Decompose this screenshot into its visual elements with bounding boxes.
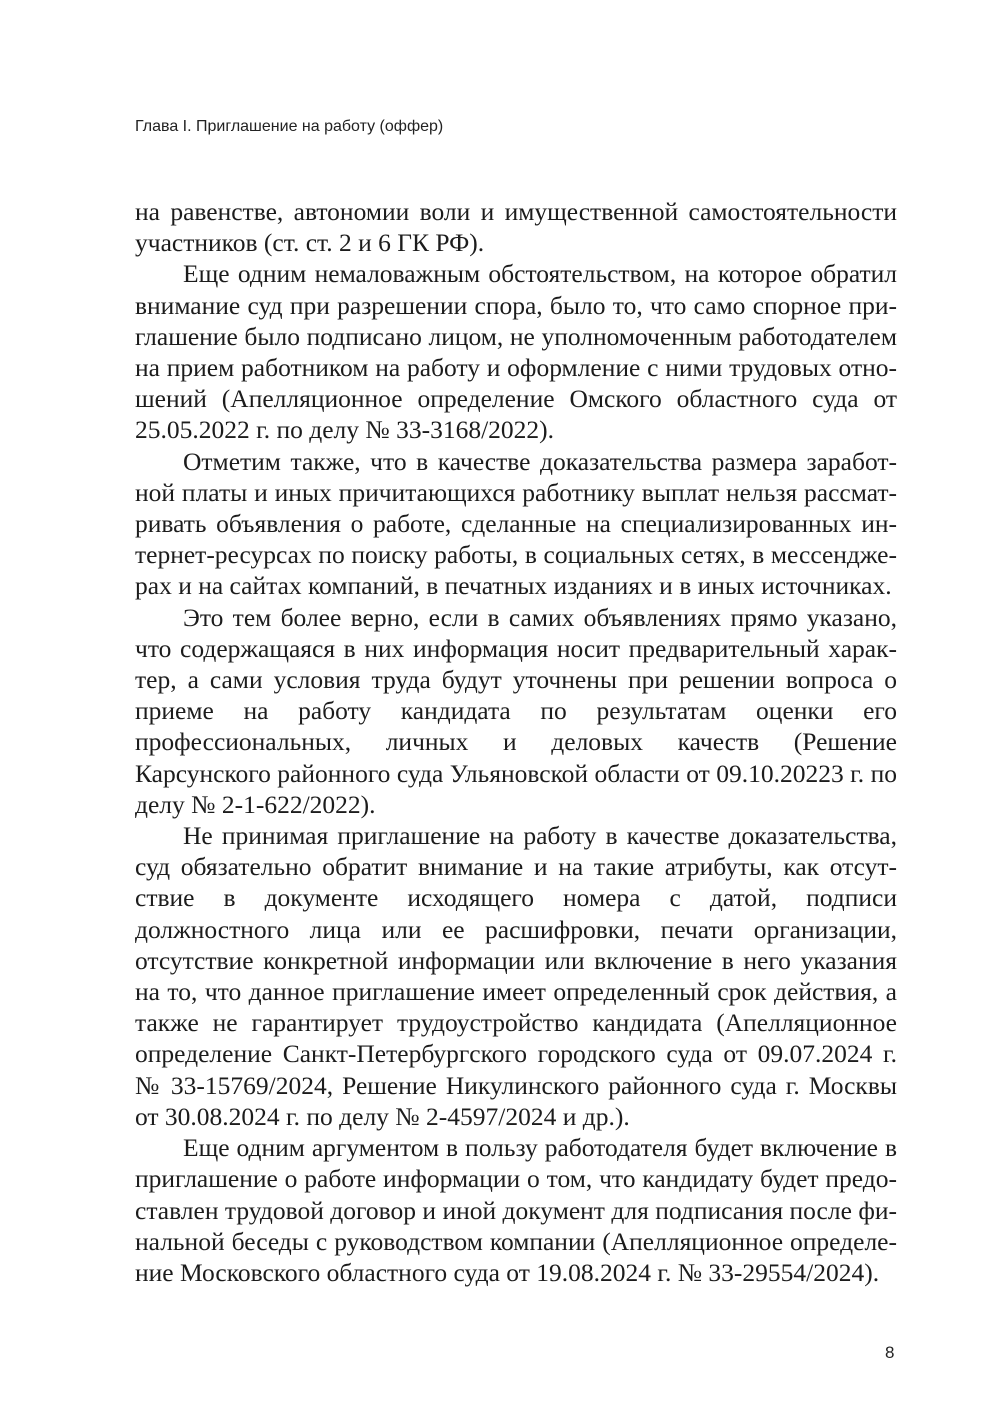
paragraph-5: Не принимая приглашение на работу в качестве доказательства, суд обязательно обратит внимание и на такие атрибуты, как отсутствие в документе исходящего номера с датой, подписи должностного лица или ее расшифровки, печати организации, отсутствие конкретной информации или включение в него указания на то, что данное приглашение имеет определенный срок действия, а также не гарантирует трудоустройство кандидата (Апелляционное определение Санкт-Петербургского городского суда от 09.07.2024 г. № 33-15769/2024, Решение Никулинского районного суда г. Москвы от 30.08.2024 г. по делу № 2-4597/2024 и др.).: [135, 821, 897, 1131]
paragraph-1: на равенстве, автономии воли и имущественной самостоятельности участников (ст. ст. 2 и 6 ГК РФ).: [135, 197, 897, 258]
paragraph-3: Отметим также, что в качестве доказательства размера заработной платы и иных причитающихся работнику выплат нельзя рассматривать объявления о работе, сделанные на специализированных интернет-ресурсах по поиску работы, в социальных сетях, в мессенджерах и на сайтах компаний, в печатных изданиях и в иных источниках.: [135, 446, 897, 601]
paragraph-2: Еще одним немаловажным обстоятельством, на которое обратил внимание суд при разрешении спора, было то, что само спорное приглашение было подписано лицом, не уполномоченным работодателем на прием работником на работу и оформление с ними трудовых отношений (Апелляционное определение Омского областного суда от 25.05.2022 г. по делу № 33-3168/2022).: [135, 259, 897, 445]
page-number: 8: [885, 1343, 895, 1362]
paragraph-4: Это тем более верно, если в самих объявлениях прямо указано, что содержащаяся в них информация носит предварительный характер, а сами условия труда будут уточнены при решении вопроса о приеме на работу кандидата по результатам оценки его профессиональных, личных и деловых качеств (Решение Карсунского районного суда Ульяновской области от 09.10.20223 г. по делу № 2-1-622/2022).: [135, 602, 897, 819]
body-text: [135, 196, 897, 1288]
running-head: Глава I. Приглашение на работу (оффер): [135, 118, 444, 135]
paragraph-6: Еще одним аргументом в пользу работодателя будет включение в приглашение о работе информации о том, что кандидату будет предоставлен трудовой договор и иной документ для подписания после финальной беседы с руководством компании (Апелляционное определение Московского областного суда от 19.08.2024 г. № 33-29554/2024).: [135, 1133, 897, 1287]
